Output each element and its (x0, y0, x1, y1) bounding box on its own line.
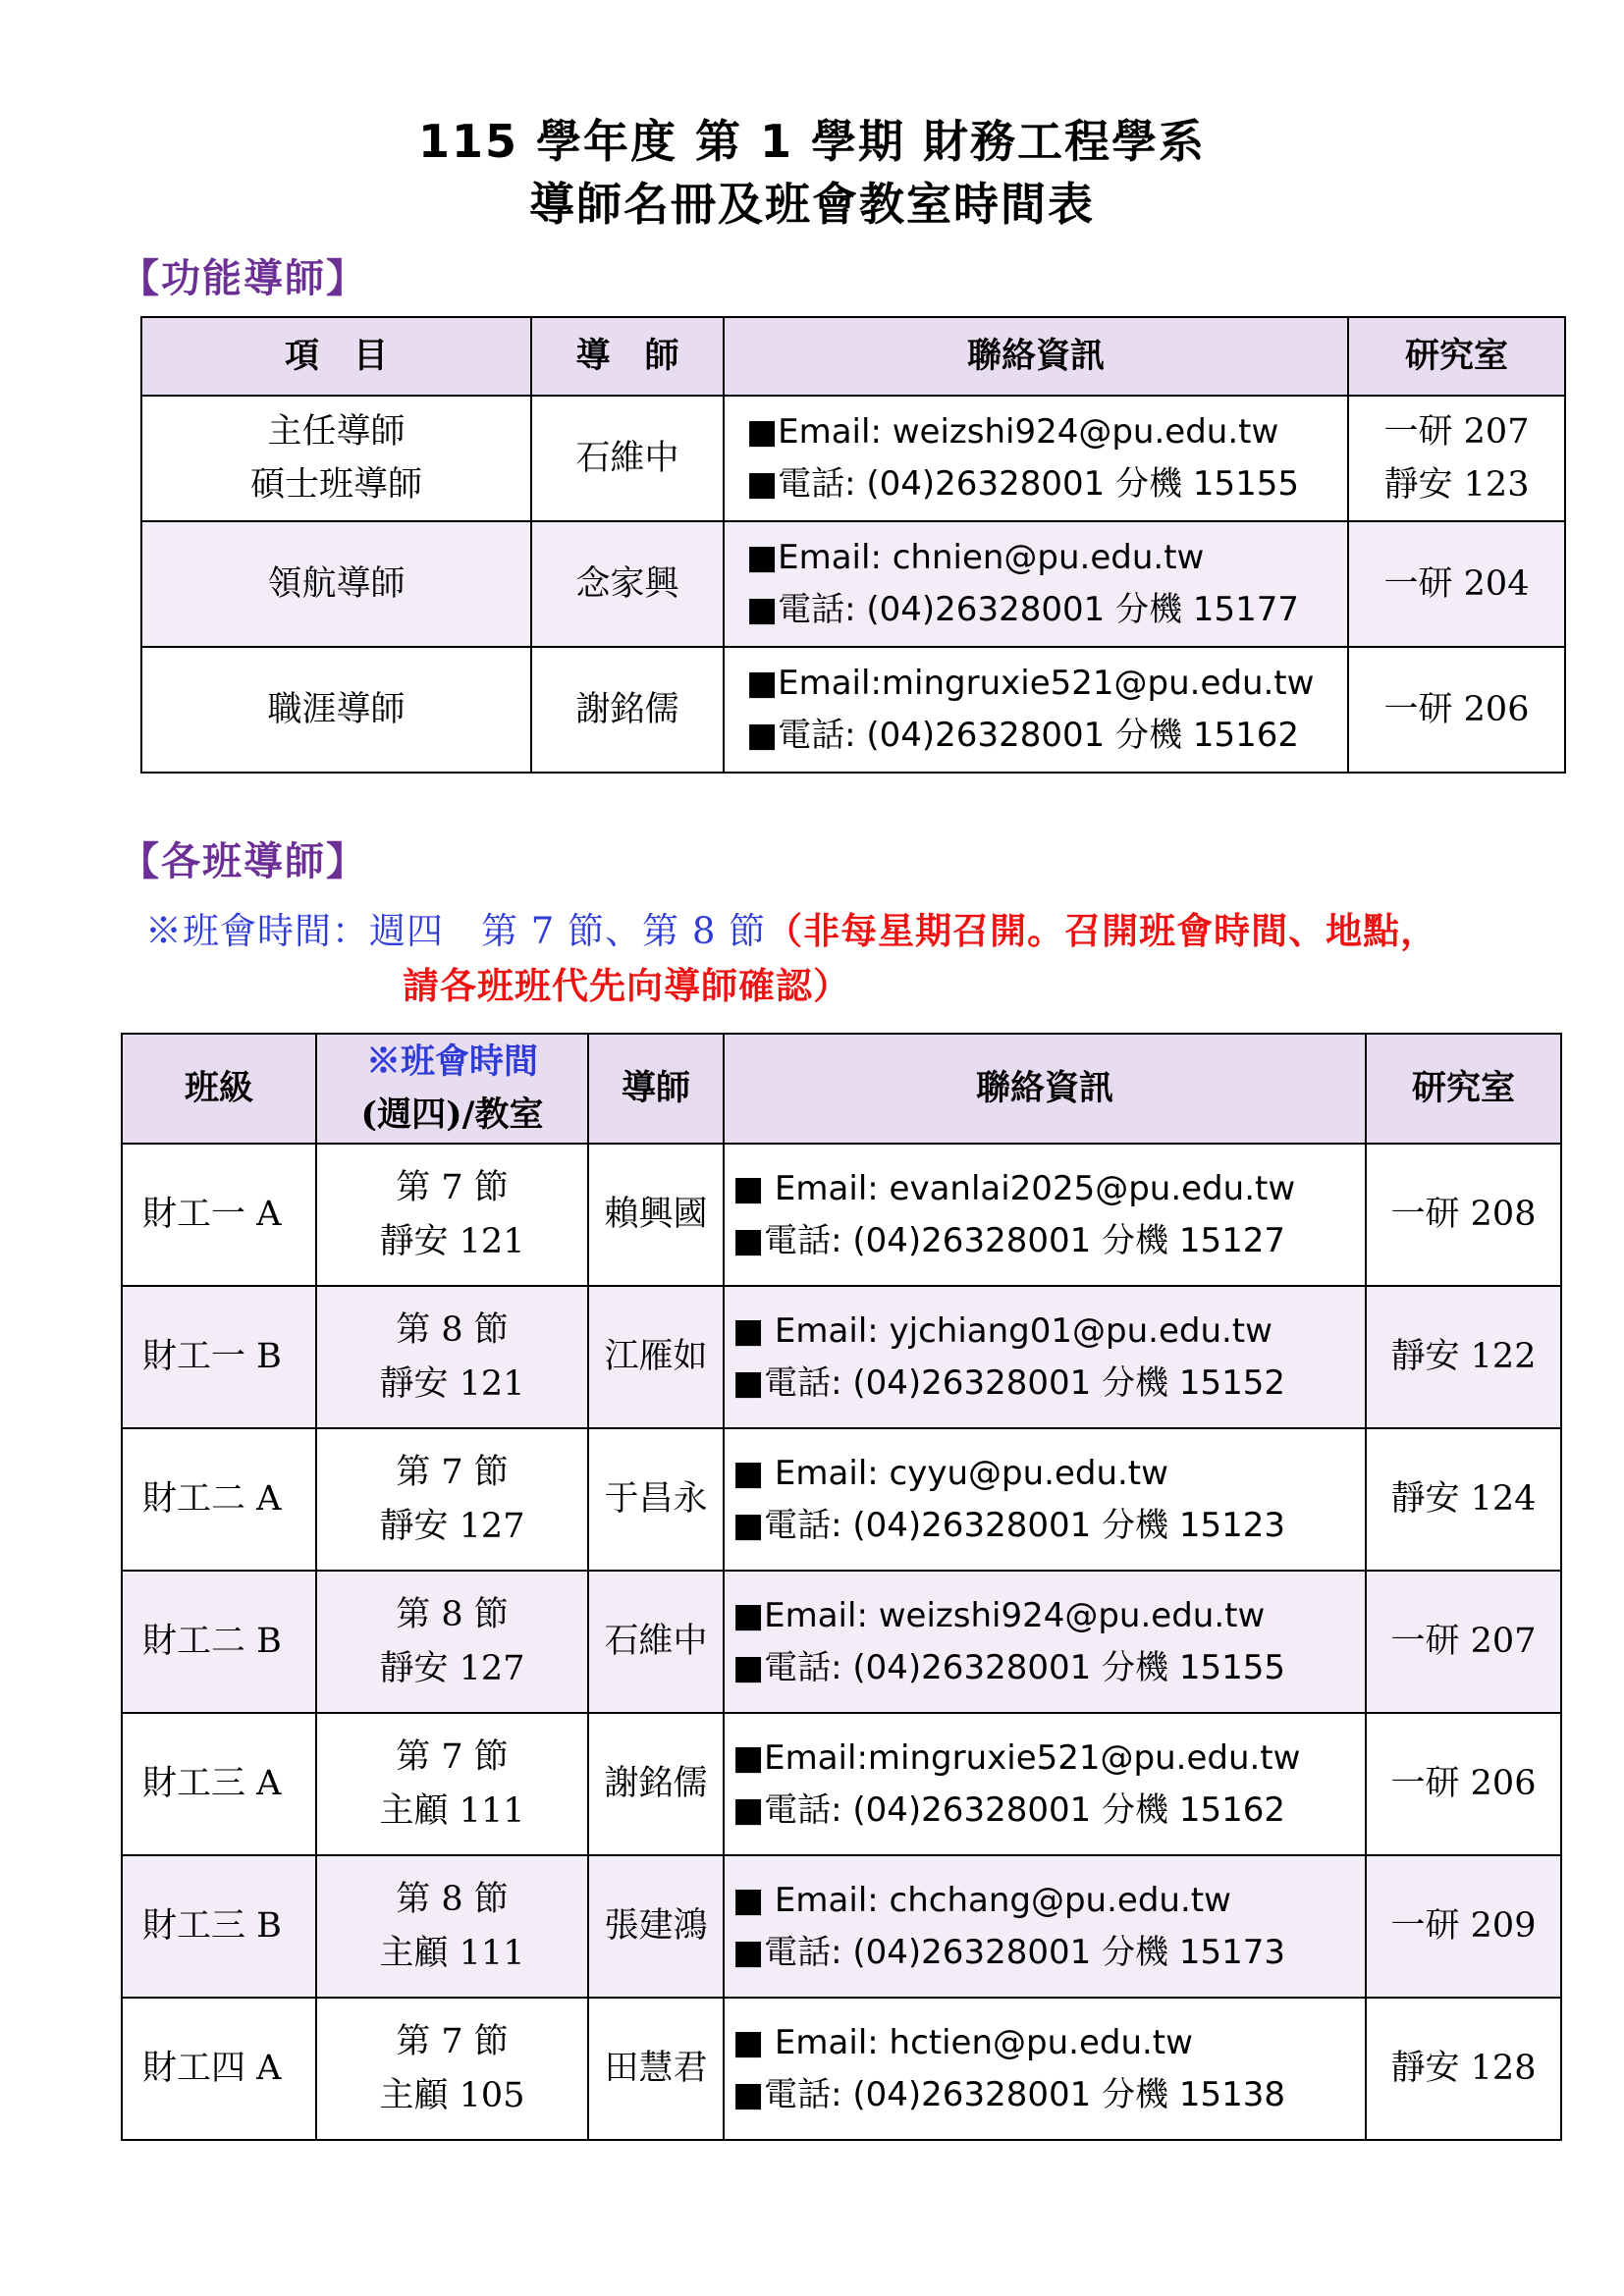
header-class: 班級 (122, 1034, 316, 1144)
header-time-line1: ※班會時間 (365, 1041, 538, 1082)
phone-text: ■電話: (04)26328001 分機 15155 (746, 464, 1300, 504)
meeting-note-cont (403, 956, 850, 1009)
role-line: 碩士班導師 (249, 465, 422, 505)
meeting-cell (316, 1998, 588, 2140)
class-name: 財工二 B (122, 1571, 316, 1713)
meeting-cell (316, 1428, 588, 1571)
role-cell: 職涯導師 (141, 647, 531, 773)
office-cell (1348, 396, 1565, 521)
email-text: ■Email:mingruxie521@pu.edu.tw (746, 664, 1315, 704)
email-text: ■Email: weizshi924@pu.edu.tw (732, 1595, 1266, 1635)
class-name: 財工一 B (122, 1286, 316, 1428)
office-cell: 靜安 122 (1366, 1286, 1561, 1428)
header-role: 項 目 (141, 317, 531, 396)
table-row (122, 1286, 1561, 1428)
office-cell: 一研 207 (1366, 1571, 1561, 1713)
teacher-name: 江雁如 (588, 1286, 724, 1428)
teacher-name: 張建鴻 (588, 1855, 724, 1998)
meeting-period: 第 8 節 (396, 1595, 509, 1635)
email-text: ■Email:mingruxie521@pu.edu.tw (732, 1737, 1301, 1778)
meeting-cell (316, 1144, 588, 1286)
meeting-note (145, 901, 1437, 954)
section-classes-label: 【各班導師】 (120, 838, 367, 884)
meeting-room: 靜安 127 (379, 1506, 525, 1546)
email-text: ■Email: chnien@pu.edu.tw (746, 538, 1205, 578)
class-name: 財工三 A (122, 1713, 316, 1855)
class-name: 財工三 B (122, 1855, 316, 1998)
role-cell (141, 396, 531, 521)
teacher-name: 田慧君 (588, 1998, 724, 2140)
office-cell: 一研 206 (1348, 647, 1565, 773)
table-row (122, 1144, 1561, 1286)
meeting-period: 第 7 節 (396, 1737, 509, 1778)
contact-cell (724, 1571, 1366, 1713)
teacher-name: 念家興 (531, 521, 724, 647)
phone-text: ■電話: (04)26328001 分機 15177 (746, 590, 1300, 629)
page-title: 115 學年度 第 1 學期 財務工程學系 (417, 115, 1207, 168)
meeting-period: 第 8 節 (396, 1310, 509, 1351)
phone-text: ■電話: (04)26328001 分機 15162 (746, 716, 1300, 755)
meeting-period: 第 7 節 (396, 2022, 509, 2062)
office-cell: 一研 206 (1366, 1713, 1561, 1855)
teacher-name: 謝銘儒 (588, 1713, 724, 1855)
functional-advisors-table (140, 316, 1566, 774)
header-office: 研究室 (1348, 317, 1565, 396)
meeting-room: 主顧 105 (379, 2075, 525, 2115)
office-line: 一研 207 (1383, 411, 1530, 452)
office-cell: 一研 209 (1366, 1855, 1561, 1998)
contact-cell (724, 1286, 1366, 1428)
office-cell: 一研 208 (1366, 1144, 1561, 1286)
teacher-name: 賴興國 (588, 1144, 724, 1286)
page-subtitle: 導師名冊及班會教室時間表 (529, 178, 1095, 231)
meeting-period: 第 8 節 (396, 1880, 509, 1920)
meeting-warning-line1: （非每星期召開。召開班會時間、地點， (766, 909, 1438, 952)
header-meeting-time (316, 1034, 588, 1144)
email-text: ■ Email: cyyu@pu.edu.tw (732, 1453, 1168, 1493)
section-functional-label: 【功能導師】 (120, 255, 367, 301)
phone-text: ■電話: (04)26328001 分機 15123 (732, 1505, 1286, 1545)
table-row (122, 1713, 1561, 1855)
teacher-name: 石維中 (531, 396, 724, 521)
meeting-time-note: ※班會時間：週四 第 7 節、第 8 節 (145, 910, 767, 952)
phone-text: ■電話: (04)26328001 分機 15152 (732, 1362, 1286, 1403)
table-row (141, 647, 1565, 773)
office-cell: 靜安 124 (1366, 1428, 1561, 1571)
meeting-room: 主顧 111 (379, 1933, 525, 1973)
contact-cell (724, 1144, 1366, 1286)
header-contact: 聯絡資訊 (724, 317, 1348, 396)
contact-cell (724, 647, 1348, 773)
meeting-cell (316, 1855, 588, 1998)
role-cell: 領航導師 (141, 521, 531, 647)
header-time-line2: (週四)/教室 (360, 1095, 544, 1135)
table-row (141, 521, 1565, 647)
email-text: ■ Email: yjchiang01@pu.edu.tw (732, 1310, 1272, 1351)
meeting-room: 靜安 121 (379, 1221, 525, 1261)
teacher-name: 于昌永 (588, 1428, 724, 1571)
email-text: ■Email: weizshi924@pu.edu.tw (746, 412, 1279, 453)
class-name: 財工四 A (122, 1998, 316, 2140)
contact-cell (724, 521, 1348, 647)
office-cell: 靜安 128 (1366, 1998, 1561, 2140)
table-row (122, 1855, 1561, 1998)
phone-text: ■電話: (04)26328001 分機 15138 (732, 2074, 1286, 2114)
table-row (122, 1428, 1561, 1571)
table-row (141, 396, 1565, 521)
email-text: ■ Email: chchang@pu.edu.tw (732, 1880, 1231, 1920)
meeting-cell (316, 1713, 588, 1855)
phone-text: ■電話: (04)26328001 分機 15173 (732, 1932, 1286, 1972)
contact-cell (724, 1428, 1366, 1571)
header-teacher: 導師 (588, 1034, 724, 1144)
email-text: ■ Email: hctien@pu.edu.tw (732, 2022, 1193, 2062)
contact-cell (724, 1713, 1366, 1855)
table-row (122, 1571, 1561, 1713)
meeting-room: 靜安 121 (379, 1363, 525, 1404)
email-text: ■ Email: evanlai2025@pu.edu.tw (732, 1168, 1296, 1208)
contact-cell (724, 1855, 1366, 1998)
header-contact: 聯絡資訊 (724, 1034, 1366, 1144)
header-teacher: 導 師 (531, 317, 724, 396)
office-cell: 一研 204 (1348, 521, 1565, 647)
meeting-cell (316, 1286, 588, 1428)
class-name: 財工二 A (122, 1428, 316, 1571)
class-advisors-table (121, 1033, 1562, 2141)
table-row (122, 1998, 1561, 2140)
phone-text: ■電話: (04)26328001 分機 15127 (732, 1220, 1286, 1260)
meeting-room: 主顧 111 (379, 1790, 525, 1831)
meeting-period: 第 7 節 (396, 1168, 509, 1208)
phone-text: ■電話: (04)26328001 分機 15155 (732, 1647, 1286, 1687)
meeting-room: 靜安 127 (379, 1648, 525, 1688)
role-line: 主任導師 (267, 411, 406, 452)
meeting-period: 第 7 節 (396, 1453, 509, 1493)
header-office: 研究室 (1366, 1034, 1561, 1144)
phone-text: ■電話: (04)26328001 分機 15162 (732, 1789, 1286, 1830)
office-line: 靜安 123 (1383, 465, 1530, 505)
class-name: 財工一 A (122, 1144, 316, 1286)
contact-cell (724, 396, 1348, 521)
teacher-name: 石維中 (588, 1571, 724, 1713)
meeting-cell (316, 1571, 588, 1713)
teacher-name: 謝銘儒 (531, 647, 724, 773)
meeting-warning-line2: 請各班班代先向導師確認） (403, 964, 850, 1007)
contact-cell (724, 1998, 1366, 2140)
